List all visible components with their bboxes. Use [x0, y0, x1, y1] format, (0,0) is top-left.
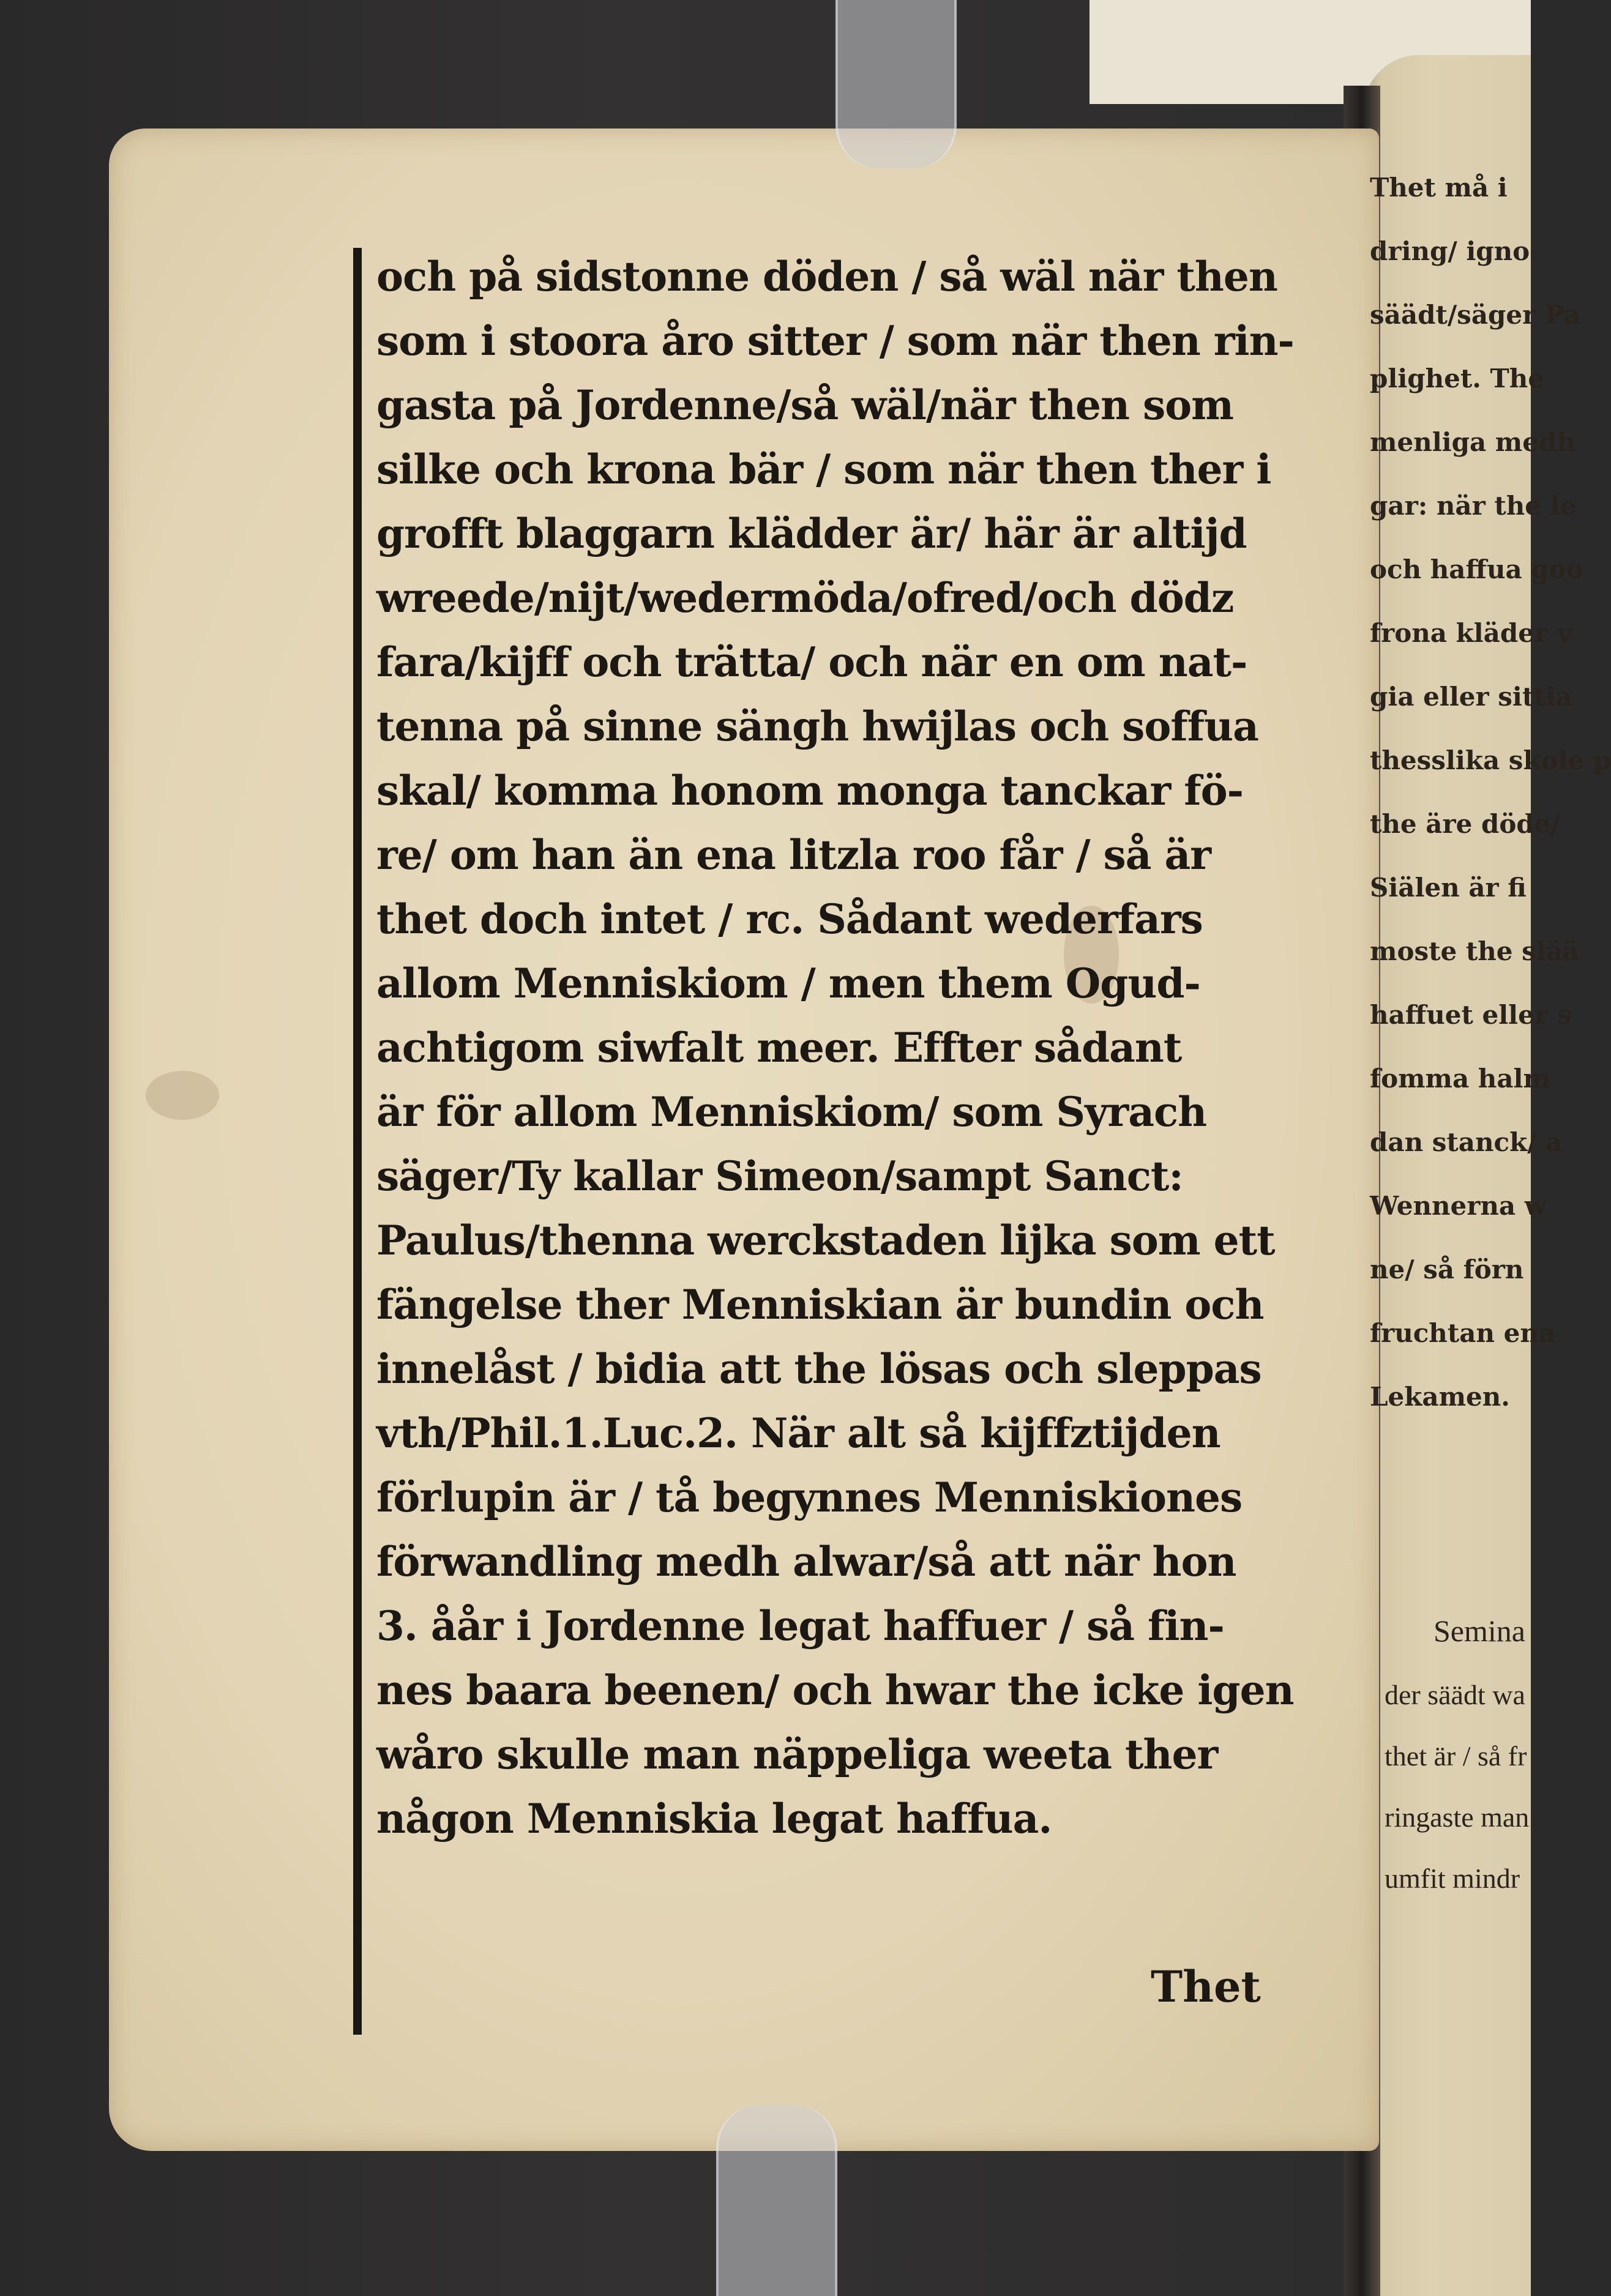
text-line: re/ om han än ena litzla roo får / så är: [376, 831, 1211, 879]
text-line: achtigom siwfalt meer. Effter sådant: [376, 1024, 1182, 1072]
facing-heading: Semina: [1433, 1614, 1525, 1648]
text-line: säger/Ty kallar Simeon/sampt Sanct:: [376, 1152, 1183, 1200]
facing-text-line: plighet. The: [1370, 363, 1545, 393]
facing-text-line: och haffua goo: [1370, 554, 1583, 584]
margin-rule: [353, 248, 362, 2035]
facing-text-line: thesslika skole p: [1370, 745, 1611, 775]
facing-text-line: Wennerna w: [1370, 1191, 1547, 1221]
text-line: gasta på Jordenne/så wäl/när then som: [376, 381, 1234, 429]
text-line: fara/kijff och trätta/ och när en om nat-: [376, 638, 1247, 686]
facing-text-line: Siälen är fi: [1370, 873, 1527, 903]
facing-text-line: gar: när the le: [1370, 491, 1577, 521]
facing-text-block-2: [1385, 1597, 1531, 1909]
facing-text-line: der säädt wa: [1385, 1679, 1525, 1710]
text-line: silke och krona bär / som när then ther i: [376, 445, 1271, 493]
facing-text-line: moste the slää: [1370, 936, 1580, 966]
text-line: skal/ komma honom monga tanckar fö-: [376, 767, 1244, 814]
facing-text-line: the äre döde/: [1370, 809, 1560, 839]
text-line: wåro skulle man näppeliga weeta ther: [376, 1731, 1218, 1778]
text-line: wreede/nijt/wedermöda/ofred/och dödz: [376, 574, 1234, 622]
facing-text-line: dring/ igno: [1370, 236, 1530, 266]
facing-text-line: fomma halm: [1370, 1064, 1550, 1094]
facing-text-line: ringaste man: [1385, 1802, 1530, 1833]
page-stain: [146, 1071, 219, 1120]
facing-text-line: umfit mindr: [1385, 1863, 1520, 1894]
facing-text-line: fruchtan ena: [1370, 1318, 1556, 1348]
facing-text-line: thet är / så fr: [1385, 1740, 1527, 1772]
text-line: och på sidstonne döden / så wäl när then: [376, 253, 1277, 300]
text-line: Paulus/thenna werckstaden lijka som ett: [376, 1217, 1275, 1264]
catchword: Thet: [1151, 1961, 1261, 2012]
facing-text-line: säädt/säger Pa: [1370, 300, 1580, 330]
text-line: innelåst / bidia att the lösas och sleppas: [376, 1345, 1262, 1393]
facing-text-block: [1370, 156, 1611, 1429]
text-line: grofft blaggarn klädder är/ här är altijd: [376, 510, 1247, 557]
facing-text-line: dan stanck/ a: [1370, 1127, 1563, 1157]
facing-text-line: menliga medh: [1370, 427, 1575, 457]
facing-text-line: Thet må i: [1370, 173, 1508, 203]
main-text-block: [376, 245, 1301, 1851]
facing-text-line: haffuet eller s: [1370, 1000, 1572, 1030]
text-line: nes baara beenen/ och hwar the icke igen: [376, 1666, 1294, 1714]
clamp-strip-top: [835, 0, 957, 168]
text-line: 3. åår i Jordenne legat haffuer / så fin-: [376, 1602, 1224, 1650]
text-line: tenna på sinne sängh hwijlas och soffua: [376, 703, 1258, 750]
text-line: någon Menniskia legat haffua.: [376, 1795, 1052, 1843]
facing-text-line: ne/ så förn: [1370, 1254, 1524, 1284]
text-line: är för allom Menniskiom/ som Syrach: [376, 1088, 1207, 1136]
text-line: förlupin är / tå begynnes Menniskiones: [376, 1474, 1243, 1521]
text-line: fängelse ther Menniskian är bundin och: [376, 1281, 1264, 1329]
facing-text-line: Lekamen.: [1370, 1382, 1510, 1412]
text-line: allom Menniskiom / men them Ogud-: [376, 960, 1200, 1007]
facing-text-line: gia eller sittia: [1370, 682, 1572, 712]
text-line: thet doch intet / rc. Sådant wederfars: [376, 895, 1203, 943]
clamp-strip-bottom: [716, 2105, 837, 2296]
facing-text-line: frona kläder v: [1370, 618, 1572, 648]
text-line: förwandling medh alwar/så att när hon: [376, 1538, 1236, 1586]
text-line: som i stoora åro sitter / som när then rin-: [376, 317, 1294, 365]
text-line: vth/Phil.1.Luc.2. När alt så kijffztijden: [376, 1409, 1220, 1457]
